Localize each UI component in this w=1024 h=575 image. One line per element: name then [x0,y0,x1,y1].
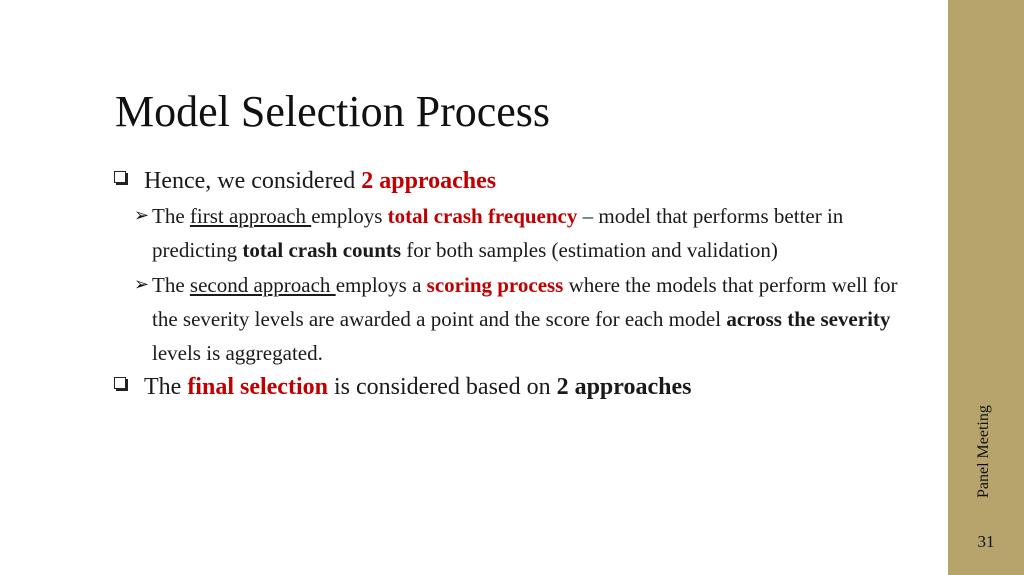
bullet-text: employs a [335,273,427,297]
bullet-text: levels is aggregated. [152,341,323,365]
page-number: 31 [977,532,995,551]
sub-bullet-first-approach [112,199,912,267]
highlight-text: scoring process [426,273,564,297]
bullet-list [112,164,912,404]
bullet-approaches [112,164,912,198]
bullet-text: The [152,273,190,297]
arrowhead-icon: ➢ [134,274,150,295]
bullet-text: where the models that perform well for the severity levels are awarded a point and the score for each model [152,273,898,331]
slide-title: Model Selection Process [115,87,551,136]
bold-text: total crash counts [242,238,402,262]
highlight-text: total crash frequency [387,204,578,228]
bullet-text: employs [311,204,388,228]
bullet-text: for both samples (estimation and validation) [401,238,778,262]
sidebar-label: Panel Meeting [975,405,992,498]
bullet-text: The [144,374,188,400]
underlined-text: second approach [189,273,336,297]
bold-text: across the severity [726,307,891,331]
bullet-text: is considered based on [327,374,557,400]
underlined-text: first approach [189,204,312,228]
bold-text: 2 approaches [556,374,692,400]
sub-bullet-second-approach [112,268,912,370]
highlight-text: final selection [187,374,328,400]
highlight-text: 2 approaches [361,168,497,194]
arrowhead-icon: ➢ [134,205,150,226]
bullet-final-selection [112,370,912,404]
square-bullet-icon [114,377,126,389]
bullet-text: Hence, we considered [144,168,362,194]
square-bullet-icon [114,171,126,183]
bullet-text: – model that performs better in predicting [152,204,844,262]
bullet-text: The [152,204,190,228]
